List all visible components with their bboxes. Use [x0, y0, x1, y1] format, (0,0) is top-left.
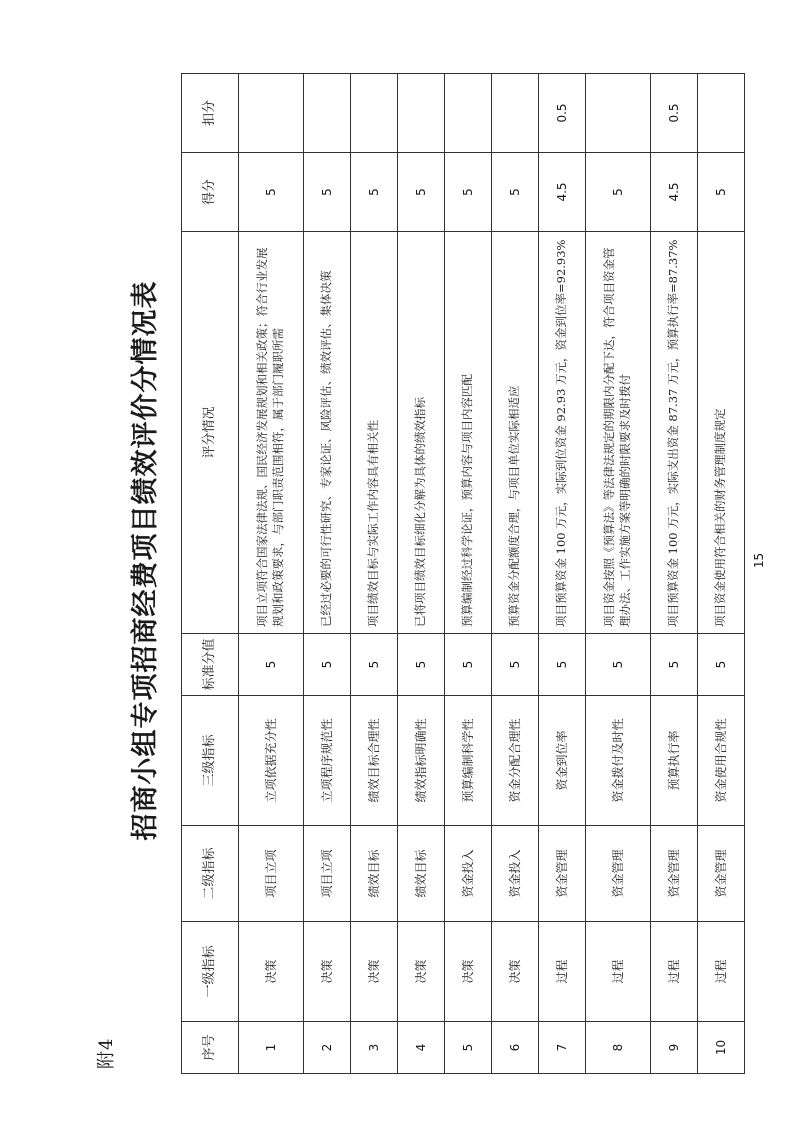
cell-score: 5	[492, 153, 539, 232]
cell-level3: 立项程序规范性	[304, 696, 351, 826]
page-number: 15	[752, 552, 766, 569]
cell-standard: 5	[698, 634, 745, 696]
table-row	[351, 74, 398, 1074]
cell-deduction: 0.5	[651, 74, 698, 153]
evaluation-table	[181, 73, 745, 1074]
header-level1: 一级指标	[182, 922, 239, 1022]
cell-level2: 资金投入	[445, 826, 492, 922]
cell-level3: 绩效指标明确性	[398, 696, 445, 826]
cell-seq: 9	[651, 1022, 698, 1074]
cell-seq: 2	[304, 1022, 351, 1074]
cell-level3: 资金到位率	[539, 696, 586, 826]
cell-standard: 5	[651, 634, 698, 696]
cell-level1: 决策	[239, 922, 304, 1022]
cell-criteria: 预算编制经过科学论证，预算内容与项目内容匹配	[445, 232, 492, 634]
cell-score: 5	[351, 153, 398, 232]
cell-level3: 立项依据充分性	[239, 696, 304, 826]
cell-criteria: 项目立项符合国家法律法规、国民经济发展规划和相关政策；符合行业发展规划和政策要求，与部门职责范围相符，属于部门履职所需	[239, 232, 304, 634]
cell-standard: 5	[445, 634, 492, 696]
cell-deduction	[698, 74, 745, 153]
table-row	[445, 74, 492, 1074]
cell-score: 5	[239, 153, 304, 232]
cell-deduction	[586, 74, 651, 153]
cell-deduction	[398, 74, 445, 153]
table-row	[586, 74, 651, 1074]
header-level2: 二级指标	[182, 826, 239, 922]
cell-level2: 资金管理	[698, 826, 745, 922]
attachment-label: 附4	[96, 1037, 117, 1069]
cell-level3: 资金拨付及时性	[586, 696, 651, 826]
cell-level1: 过程	[651, 922, 698, 1022]
cell-criteria: 项目预算资金 100 万元，实际到位资金 92.93 万元，资金到位率=92.93%	[539, 232, 586, 634]
cell-level2: 项目立项	[239, 826, 304, 922]
cell-level3: 预算执行率	[651, 696, 698, 826]
cell-score: 5	[698, 153, 745, 232]
cell-level3: 资金分配合理性	[492, 696, 539, 826]
cell-level2: 资金投入	[492, 826, 539, 922]
cell-criteria: 项目资金使用符合相关的财务管理制度规定	[698, 232, 745, 634]
cell-seq: 10	[698, 1022, 745, 1074]
header-deduction: 扣分	[182, 74, 239, 153]
cell-seq: 5	[445, 1022, 492, 1074]
cell-level1: 过程	[539, 922, 586, 1022]
cell-criteria: 项目资金按照《预算法》等法律法规定的期限内分配下达，符合项目资金管理办法、工作实施方案等明确的时限要求及时拨付	[586, 232, 651, 634]
cell-seq: 1	[239, 1022, 304, 1074]
cell-deduction	[239, 74, 304, 153]
cell-score: 5	[304, 153, 351, 232]
table-row	[239, 74, 304, 1074]
header-seq: 序号	[182, 1022, 239, 1074]
table-row	[651, 74, 698, 1074]
cell-level1: 过程	[698, 922, 745, 1022]
cell-seq: 3	[351, 1022, 398, 1074]
cell-level2: 资金管理	[586, 826, 651, 922]
header-criteria: 评分情况	[182, 232, 239, 634]
cell-deduction	[445, 74, 492, 153]
cell-deduction: 0.5	[539, 74, 586, 153]
document-title: 招商小组专项招商经费项目绩效评价分情况表	[130, 280, 161, 841]
header-standard: 标准分值	[182, 634, 239, 696]
cell-standard: 5	[586, 634, 651, 696]
cell-level3: 资金使用合规性	[698, 696, 745, 826]
cell-seq: 7	[539, 1022, 586, 1074]
table-row	[539, 74, 586, 1074]
cell-standard: 5	[304, 634, 351, 696]
cell-deduction	[304, 74, 351, 153]
cell-deduction	[351, 74, 398, 153]
cell-criteria: 项目预算资金 100 万元，实际支出资金 87.37 万元，预算执行率=87.37%	[651, 232, 698, 634]
table-row	[698, 74, 745, 1074]
cell-score: 5	[398, 153, 445, 232]
cell-score: 4.5	[539, 153, 586, 232]
cell-level1: 决策	[492, 922, 539, 1022]
cell-level1: 决策	[445, 922, 492, 1022]
cell-level1: 决策	[304, 922, 351, 1022]
cell-level1: 决策	[398, 922, 445, 1022]
cell-standard: 5	[492, 634, 539, 696]
cell-level2: 绩效目标	[351, 826, 398, 922]
cell-seq: 8	[586, 1022, 651, 1074]
cell-score: 5	[586, 153, 651, 232]
cell-level2: 绩效目标	[398, 826, 445, 922]
cell-standard: 5	[239, 634, 304, 696]
cell-level3: 绩效目标合理性	[351, 696, 398, 826]
cell-score: 5	[445, 153, 492, 232]
header-level3: 三级指标	[182, 696, 239, 826]
cell-standard: 5	[351, 634, 398, 696]
cell-level2: 项目立项	[304, 826, 351, 922]
cell-score: 4.5	[651, 153, 698, 232]
cell-level1: 决策	[351, 922, 398, 1022]
cell-standard: 5	[539, 634, 586, 696]
cell-criteria: 已将项目绩效目标细化分解为具体的绩效指标	[398, 232, 445, 634]
table-header-row	[182, 74, 239, 1074]
table-row	[492, 74, 539, 1074]
cell-seq: 6	[492, 1022, 539, 1074]
cell-deduction	[492, 74, 539, 153]
cell-level2: 资金管理	[539, 826, 586, 922]
cell-criteria: 项目绩效目标与实际工作内容具有相关性	[351, 232, 398, 634]
table-row	[398, 74, 445, 1074]
cell-seq: 4	[398, 1022, 445, 1074]
cell-criteria: 预算资金分配额度合理，与项目单位实际相适应	[492, 232, 539, 634]
header-score: 得分	[182, 153, 239, 232]
cell-criteria: 已经过必要的可行性研究、专家论证、风险评估、绩效评估、集体决策	[304, 232, 351, 634]
cell-level2: 资金管理	[651, 826, 698, 922]
table-row	[304, 74, 351, 1074]
cell-level1: 过程	[586, 922, 651, 1022]
cell-standard: 5	[398, 634, 445, 696]
cell-level3: 预算编制科学性	[445, 696, 492, 826]
